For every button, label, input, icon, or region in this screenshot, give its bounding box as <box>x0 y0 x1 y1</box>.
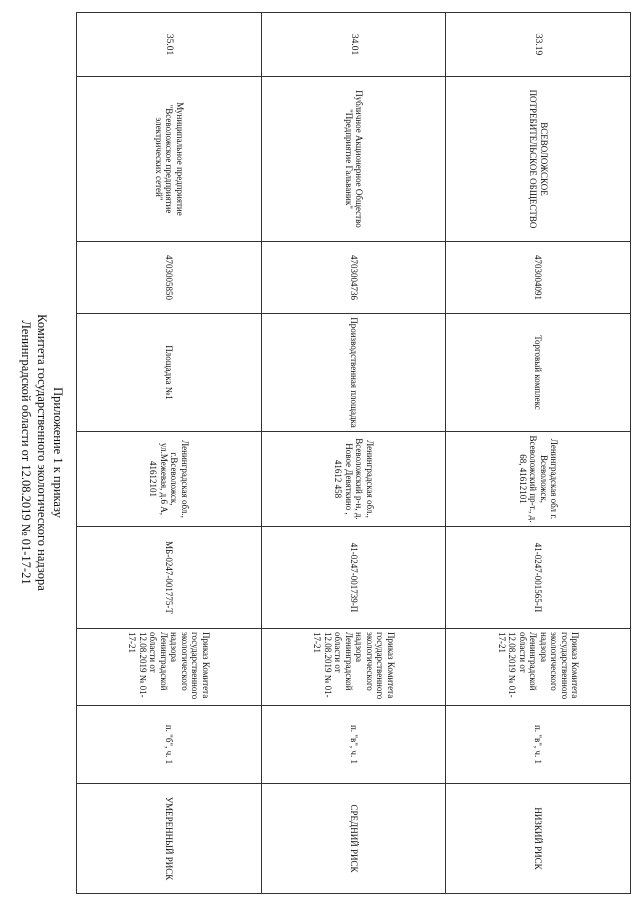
header-line-3: Ленинградской области от 12.08.2019 № 01-17-21 <box>19 320 33 585</box>
organization-name: Публичное Акционерное Общество "Предприятие Гальваник" <box>261 77 446 242</box>
clause-reference: п. "б", ч. 1 <box>77 706 262 784</box>
inn-value: 4703004091 <box>446 242 631 314</box>
table-row <box>446 13 631 894</box>
object-address: Ленинградская обл г. Всеволожск, Всеволожский пр-т., д. 68, 41612101 <box>446 432 631 527</box>
object-code: МБ-0247-001775-Т <box>77 527 262 629</box>
risk-category: СРЕДНИЙ РИСК <box>261 784 446 894</box>
order-reference: Приказ Комитета государственного экологического надзора Ленинградской области от 12.08.2019 № 01-17-21 <box>261 629 446 706</box>
row-number: 35.01 <box>77 13 262 77</box>
risk-category: УМЕРЕННЫЙ РИСК <box>77 784 262 894</box>
object-name: Торговый комплекс <box>446 314 631 432</box>
table-row <box>261 13 446 894</box>
header-line-2: Комитета государственного экологического надзора <box>35 314 49 591</box>
object-address: Ленинградская обл., г.Всеволожск, ул.Межевая, д.6 А, 41612101 <box>77 432 262 527</box>
order-reference: Приказ Комитета государственного экологического надзора Ленинградской области от 12.08.2019 № 01-17-21 <box>77 629 262 706</box>
header-line-1: Приложение 1 к приказу <box>51 387 65 518</box>
table-row <box>77 13 262 894</box>
inn-value: 4703005850 <box>77 242 262 314</box>
document-header <box>10 0 66 905</box>
organization-name: ВСЕВОЛОЖСКОЕ ПОТРЕБИТЕЛЬСКОЕ ОБЩЕСТВО <box>446 77 631 242</box>
risk-category: НИЗКИЙ РИСК <box>446 784 631 894</box>
clause-reference: п. "в", ч. 1 <box>446 706 631 784</box>
object-code: 41-0247-001565-П <box>446 527 631 629</box>
register-table <box>76 12 631 894</box>
object-address: Ленинградская обл., Всеволожский р-н, д. Новое Девяткино , 41612 458 <box>261 432 446 527</box>
order-reference: Приказ Комитета государственного экологического надзора Ленинградской области от 12.08.2019 № 01-17-21 <box>446 629 631 706</box>
object-code: 41-0247-001739-П <box>261 527 446 629</box>
row-number: 33.19 <box>446 13 631 77</box>
row-number: 34.01 <box>261 13 446 77</box>
object-name: Производственная площадка <box>261 314 446 432</box>
object-name: Площадка №1 <box>77 314 262 432</box>
inn-value: 4703004736 <box>261 242 446 314</box>
organization-name: Муниципальное предприятие "Всеволожское предприятие электрических сетей" <box>77 77 262 242</box>
clause-reference: п. "в", ч. 1 <box>261 706 446 784</box>
